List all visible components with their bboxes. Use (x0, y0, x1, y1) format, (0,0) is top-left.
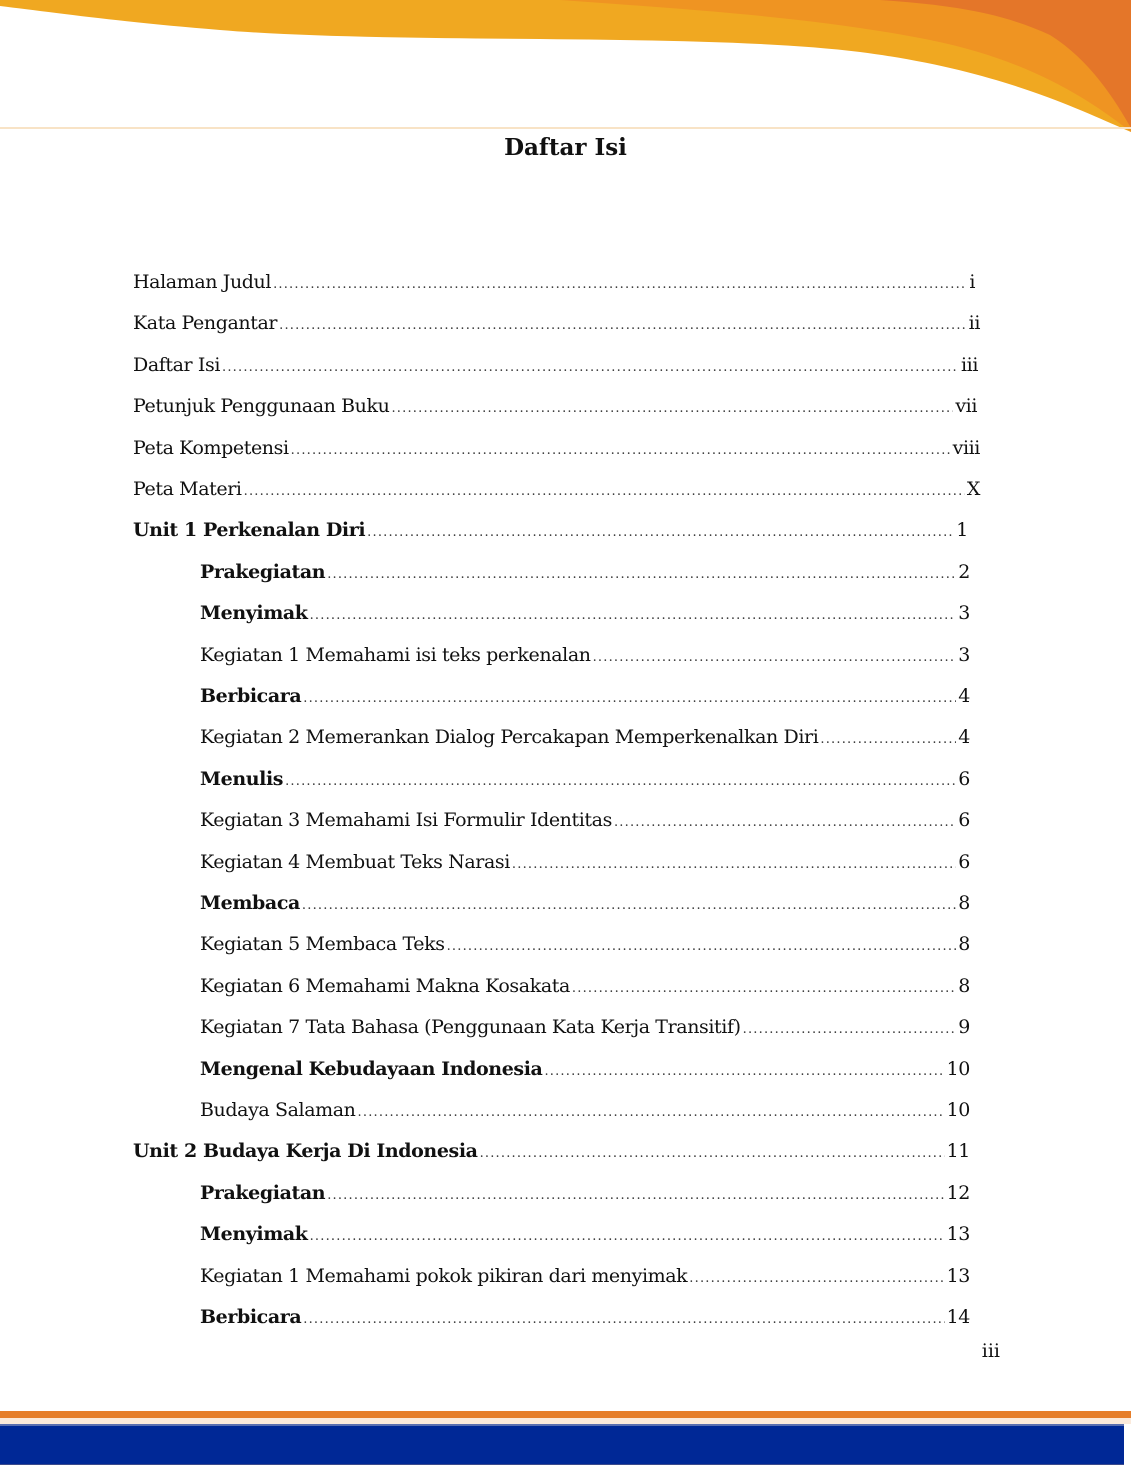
toc-entry-page: X (966, 478, 980, 500)
toc-entry[interactable] (133, 1131, 970, 1171)
toc-entry-label: Prakegiatan (200, 560, 326, 583)
toc-entry[interactable] (200, 800, 970, 840)
toc-entry[interactable] (200, 1090, 970, 1130)
toc-entry-page: 14 (946, 1306, 970, 1328)
dot-leader (327, 555, 956, 595)
toc-entry-page: 4 (958, 685, 970, 707)
page-title: Daftar Isi (504, 134, 627, 161)
toc-entry-page: 8 (958, 974, 970, 997)
dot-leader (291, 431, 951, 471)
toc-entry-page: vii (955, 395, 977, 418)
toc-entry-page: 8 (958, 933, 970, 956)
toc-entry-label: Peta Materi (133, 478, 242, 500)
toc-entry-page: i (969, 271, 975, 293)
toc-entry-page: 6 (958, 850, 970, 873)
toc-entry[interactable] (200, 552, 970, 592)
toc-entry-page: 6 (958, 767, 970, 790)
toc-entry-label: Unit 2 Budaya Kerja Di Indonesia (133, 1140, 478, 1163)
toc-entry-page: 4 (958, 726, 970, 749)
dot-leader (310, 596, 957, 636)
dot-leader (614, 803, 956, 843)
toc-entry-label: Petunjuk Penggunaan Buku (133, 395, 390, 418)
toc-entry-label: Menyimak (200, 602, 308, 625)
toc-entry[interactable] (133, 345, 978, 385)
toc-entry-label: Membaca (200, 892, 300, 914)
toc-entry-page: 10 (946, 1099, 970, 1121)
dot-leader (358, 1093, 945, 1133)
page-number: iii (981, 1340, 1000, 1362)
toc-entry-page: 13 (946, 1264, 970, 1287)
dot-leader (222, 348, 959, 388)
toc-entry-page: 11 (946, 1140, 970, 1163)
toc-entry-label: Kegiatan 5 Membaca Teks (200, 933, 445, 956)
toc-entry-label: Menyimak (200, 1223, 308, 1246)
toc-entry[interactable] (200, 676, 970, 716)
toc-entry[interactable] (200, 635, 970, 675)
toc-entry[interactable] (133, 386, 977, 426)
dot-leader (512, 845, 956, 885)
dot-leader (480, 1134, 945, 1174)
dot-leader (689, 1259, 944, 1299)
toc-entry[interactable] (133, 510, 968, 550)
toc-entry-label: Kegiatan 1 Memahami isi teks perkenalan (200, 643, 591, 666)
toc-entry-label: Kegiatan 1 Memahami pokok pikiran dari menyimak (200, 1264, 688, 1287)
dot-leader (544, 1052, 944, 1092)
toc-entry[interactable] (200, 966, 970, 1006)
dot-leader (303, 1300, 944, 1340)
toc-entry-page: 8 (958, 892, 970, 914)
toc-entry-label: Prakegiatan (200, 1181, 326, 1204)
toc-entry[interactable] (200, 924, 970, 964)
toc-entry[interactable] (200, 1297, 970, 1337)
dot-leader (447, 927, 957, 967)
dot-leader (572, 969, 956, 1009)
toc-entry-label: Kegiatan 2 Memerankan Dialog Percakapan Memperkenalkan Diri (200, 726, 819, 749)
toc-entry[interactable] (133, 428, 980, 468)
dot-leader (743, 1010, 957, 1050)
toc-entry-label: Mengenal Kebudayaan Indonesia (200, 1057, 543, 1080)
toc-entry[interactable] (200, 1173, 970, 1213)
toc-entry-page: 6 (958, 809, 970, 832)
toc-entry-page: 12 (946, 1181, 970, 1204)
toc-entry[interactable] (133, 469, 980, 509)
toc-entry-page: 9 (958, 1016, 970, 1039)
toc-entry-page: 3 (958, 643, 970, 666)
dot-leader (820, 720, 956, 760)
toc-entry-page: 10 (946, 1057, 970, 1080)
header-wave-decoration (0, 0, 1131, 132)
dot-leader (327, 1176, 944, 1216)
toc-entry[interactable] (200, 1049, 970, 1089)
toc-entry[interactable] (200, 883, 970, 923)
toc-entry-label: Kegiatan 3 Memahami Isi Formulir Identitas (200, 809, 612, 832)
toc-entry-label: Menulis (200, 767, 284, 790)
dot-leader (244, 472, 965, 512)
toc-entry[interactable] (200, 593, 970, 633)
toc-entry[interactable] (133, 303, 980, 343)
toc-entry[interactable] (133, 262, 975, 302)
toc-entry-page: viii (952, 436, 980, 459)
toc-entry-page: 3 (958, 602, 970, 625)
toc-entry[interactable] (200, 1214, 970, 1254)
toc-entry-label: Halaman Judul (133, 271, 272, 293)
toc-entry[interactable] (200, 717, 970, 757)
toc-entry-label: Unit 1 Perkenalan Diri (133, 519, 366, 542)
dot-leader (367, 513, 954, 553)
toc-entry-label: Budaya Salaman (200, 1099, 356, 1121)
toc-entry-label: Peta Kompetensi (133, 436, 289, 459)
dot-leader (285, 762, 956, 802)
toc-entry-label: Berbicara (200, 685, 302, 707)
toc-entry-label: Kegiatan 4 Membuat Teks Narasi (200, 850, 510, 873)
toc-entry-page: 1 (956, 519, 968, 542)
footer-blue-band (0, 1424, 1124, 1465)
dot-leader (310, 1217, 945, 1257)
toc-entry-label: Kegiatan 7 Tata Bahasa (Penggunaan Kata Kerja Transitif) (200, 1016, 741, 1039)
toc-entry-page: iii (960, 353, 978, 376)
toc-entry[interactable] (200, 1256, 970, 1296)
dot-leader (273, 265, 967, 305)
dot-leader (279, 306, 967, 346)
toc-entry[interactable] (200, 842, 970, 882)
toc-entry-label: Daftar Isi (133, 353, 221, 376)
dot-leader (302, 886, 956, 926)
dot-leader (593, 638, 957, 678)
toc-entry[interactable] (200, 759, 970, 799)
toc-entry-page: 13 (946, 1223, 970, 1246)
toc-entry-page: ii (968, 312, 980, 335)
header-rule (0, 127, 1131, 129)
toc-entry-label: Kegiatan 6 Memahami Makna Kosakata (200, 974, 570, 997)
dot-leader (303, 679, 956, 719)
toc-entry-label: Berbicara (200, 1306, 302, 1328)
toc-entry[interactable] (200, 1007, 970, 1047)
toc-entry-label: Kata Pengantar (133, 312, 278, 335)
dot-leader (391, 389, 953, 429)
toc-entry-page: 2 (958, 560, 970, 583)
footer-orange-stripe (0, 1411, 1131, 1418)
